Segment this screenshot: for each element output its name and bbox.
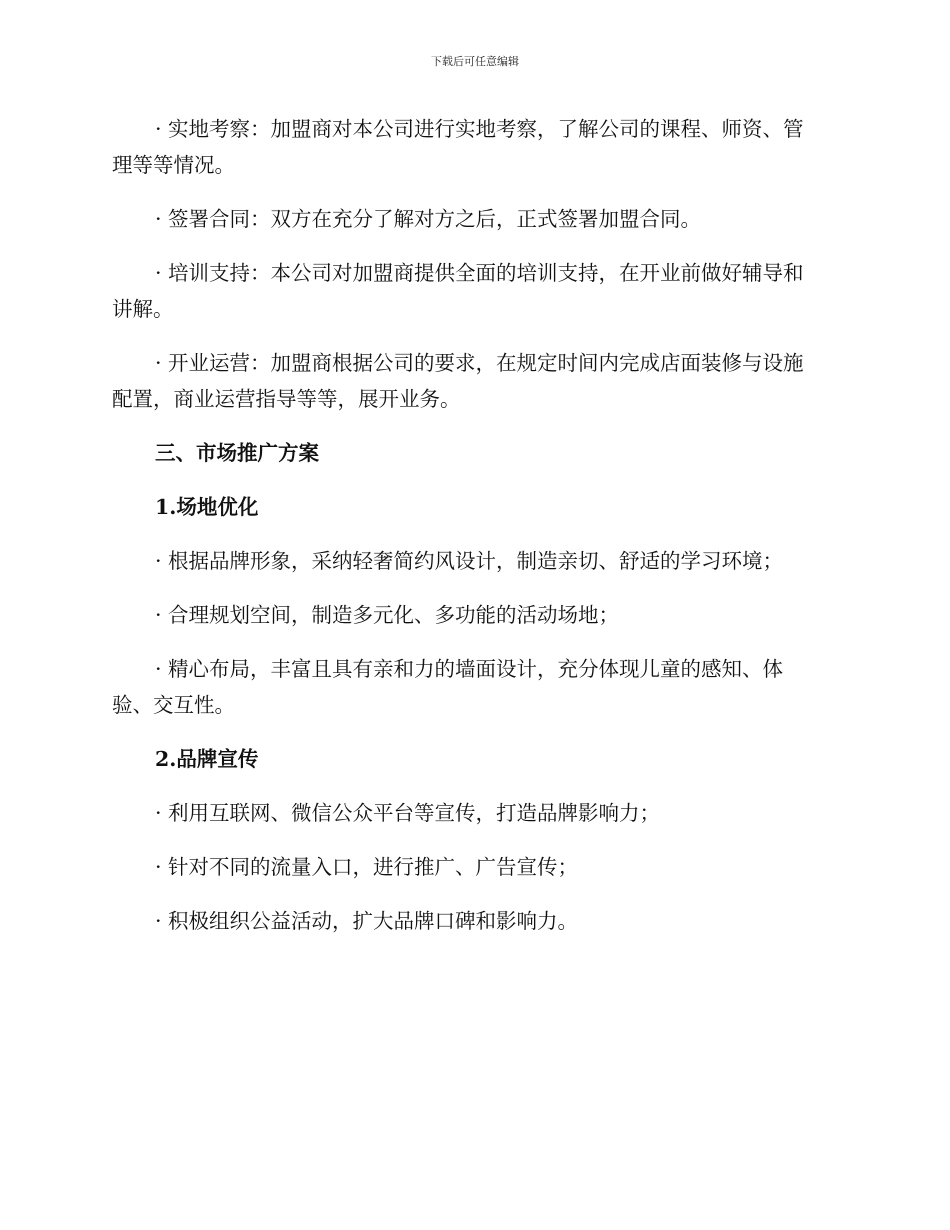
paragraph-site-inspection: · 实地考察：加盟商对本公司进行实地考察，了解公司的课程、师资、管理等等情况。: [112, 117, 804, 177]
document-body: [112, 111, 824, 957]
paragraph-public-welfare: · 积极组织公益活动，扩大品牌口碑和影响力。: [155, 909, 579, 933]
paragraph-space-planning: · 合理规划空间，制造多元化、多功能的活动场地；: [155, 603, 620, 627]
subheading-brand-promotion: 2.品牌宣传: [155, 747, 259, 771]
subheading-venue-optimization: 1.场地优化: [155, 495, 259, 519]
paragraph-brand-image-design: · 根据品牌形象，采纳轻奢简约风设计，制造亲切、舒适的学习环境；: [155, 549, 784, 573]
paragraph-sign-contract: · 签署合同：双方在充分了解对方之后，正式签署加盟合同。: [155, 207, 702, 231]
paragraph-opening-operation: · 开业运营：加盟商根据公司的要求，在规定时间内完成店面装修与设施配置，商业运营指导等等，展开业务。: [112, 351, 804, 411]
paragraph-wall-design: · 精心布局，丰富且具有亲和力的墙面设计，充分体现儿童的感知、体验、交互性。: [112, 657, 784, 717]
paragraph-traffic-advertising: · 针对不同的流量入口，进行推广、广告宣传；: [155, 855, 579, 879]
paragraph-training-support: · 培训支持：本公司对加盟商提供全面的培训支持，在开业前做好辅导和讲解。: [112, 261, 804, 321]
paragraph-internet-promotion: · 利用互联网、微信公众平台等宣传，打造品牌影响力；: [155, 801, 661, 825]
page-header: 下载后可任意编辑: [431, 55, 519, 68]
section-heading-marketing-plan: 三、市场推广方案: [155, 441, 319, 465]
